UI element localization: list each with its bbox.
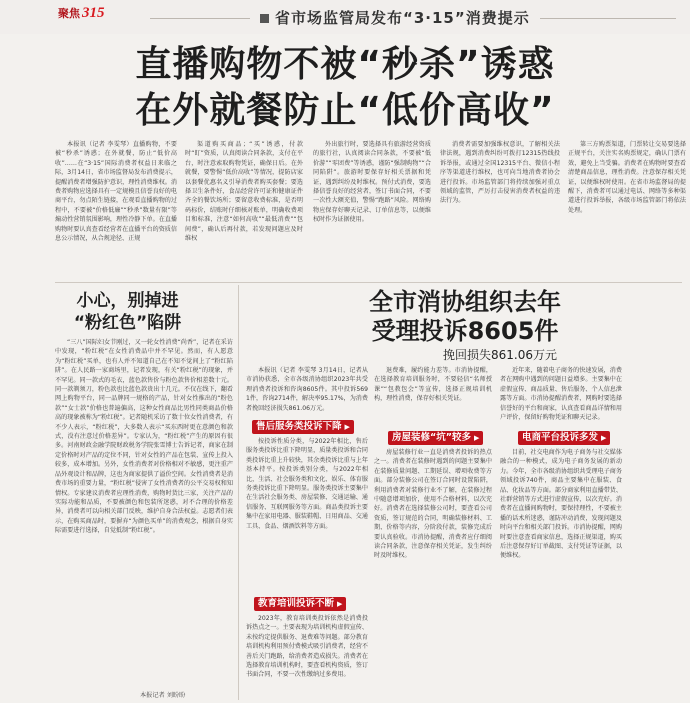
right-article-deck: 挽回损失861.06万元 (443, 348, 557, 362)
section-tag-ecommerce: 电商平台投诉多发 ▶ (518, 431, 610, 445)
column-logo: 聚焦 315 (58, 5, 105, 21)
square-bullet-icon (260, 14, 269, 23)
left-article-title: 小心，别掉进 “粉红色”陷阱 (73, 291, 182, 333)
lead-column-1: 本报讯（记者 李雯琴）直播购物，不要被“秒杀”诱惑；在外就餐，防止“低价高收”……在“3·15”国际消费者权益日来临之际，3月14日，省市场监督局发布消费提示，提醒消费者增强防护意识，理性消费维权。消费者购物应选择具有一定规模且信誉良好的电商平台，勿点陌生链接，在观看直播购物的过程中，不要被“价格低廉”“秒杀”数量有限”等煽动性营销氛围影响，理性冷静下单。在直播购物时要认真查看经营者在直播平台的资质信息公示情况，从合规途径、正规 (55, 141, 177, 243)
section-tag-renovation: 房屋装修“坑”较多 ▶ (388, 431, 483, 445)
column-divider (238, 285, 239, 700)
right-col-c-top: 近年来，随着电子商务的快速发展，消费者在网购中遇到的问题日益增多。主要集中在虚假宣传、商品质量、售后服务、个人信息泄露等方面。市消协提醒消费者，网购时要选择信誉好的平台和商家，认真查看商品详情和用户评价，保留好购物凭证和聊天记录。 (500, 367, 622, 422)
section-tag-after-sales: 售后服务类投诉下降 ▶ (252, 420, 354, 434)
right-sec3-body: 房屋装修行业一直是消费者投诉的热点之一。消费者在装修时遇到的问题主要集中在装修质量问题、工期延误、增项收费等方面。部分装修公司在签订合同时设置陷阱，利用消费者对装修行业不了解，在装修过程中随意增项加价，使用不合格材料，以次充好。消费者在选择装修公司时，要查看公司资质，签订规范的合同，明确装修材料、工期、价格等内容，分阶段付款，装修完成后要认真验收。市消协提醒，消费者应仔细阅读合同条款，注意保存相关凭证，发生纠纷时及时维权。 (374, 449, 492, 560)
lead-column-3: 外出旅行时，要选择具有旅游经营资质的旅行社，认真阅读合同条款，不要被“低价游”“零团费”等诱惑，谨防“强制购物”“合同陷阱”。旅游时要保存好相关票据和凭证，遇到纠纷及时维权。预付式消费，要选择信誉良好的经营者，签订书面合同，不要一次性大额充值，警惕“跑路”风险。网络购物应保存好聊天记录、订单信息等，以便维权时作为证据使用。 (313, 141, 431, 224)
lead-column-5: 第三方购票渠道，门票转让交易要选择正规平台，关注实名购票规定，确认门票有效，避免上当受骗。消费者在购物时要查看清楚商品信息，理性消费。注意保存相关凭证，以便维权时使用。在省市场监督局的提醒下，消费者可以通过电话、网络等多种渠道进行投诉举报，各级市场监管部门将依法处理。 (568, 141, 686, 214)
left-article-body: “三八”国际妇女节刚过，又一轮女性消费“尚香”，记者在采访中发现，“粉红税”在女性消费品中并不罕见。然而，有人愿意为“粉红税”买单，也有人并不知道自己在不知不觉间上了“粉红陷阱”。在人民路一家商场里，记者发现，有关“粉红税”的现象，并不罕见。同一款式的毛衣，蓝色款售价与粉色款售价相差数十元。同一款剃须刀，粉色款也比蓝色款贵出十几元。不仅在线下，翻看网上购物平台，同一品牌同一规格的产品，针对女性推出的“粉色款”“女士款”价格也普遍偏高，这种女性商品比男性同类商品价格高的现象被称为“粉红税”。记者随机采访了数十位女性消费者，有不少人表示，“粉红税”，大多数人表示“买东西时更在意颜色和款式，没有注意过价格差异”。专家认为，“粉红税”产生的原因有很多。河南财政金融学院财政税务学院张雪博士告诉记者，商家在制定价格时对产品的定位不同，针对女性的产品在包装、宣传上投入较多，成本增加。另外，女性消费者对价格相对不敏感，更注重产品外观设计和品牌，这也为商家提供了溢价空间。女性消费者是消费市场的重要力量，“粉红税”侵害了女性消费者的公平交易权和知情权。专家建议消费者应理性消费，购物时货比三家，关注产品的实际功能和品质，不要被颜色和包装所迷惑，对不合理的价格差异，消费者可以向相关部门反映，维护自身合法权益。志愿者们表示，在购买商品时，要摒弃“为颜色买单”的消费观念，根据自身实际需要进行选择，自觉抵制“粉红税”。 (55, 339, 233, 535)
section-divider (55, 282, 682, 283)
kicker: 省市场监管局发布“3·15”消费提示 (250, 6, 540, 29)
triangle-arrow-icon: ▶ (474, 434, 480, 442)
left-article-byline: 本报记者 刘盼盼 (140, 692, 186, 699)
triangle-arrow-icon: ▶ (344, 423, 350, 431)
lead-column-2: 渠道购买商品；“买”诱惑，付款时“盯”资质，认真阅读合同条款，支付在平台，时注意索取购物凭证，确保日后。在外就餐，要警惕“低价高收”等情况，提防店家以套餐优惠名义引导消费者购买套餐；要选择卫生条件好，食品经营许可证和健康证件齐全的餐饮场所；要留意收费标准，是否明码标价，结账时仔细核对账单，明确收费项目和标准，注意“如何高收”“最低消费”“包间费”，确认后再付款，若发现问题应及时维权 (185, 141, 303, 243)
triangle-arrow-icon: ▶ (337, 600, 343, 608)
masthead (0, 0, 690, 34)
right-sec4-body: 目前，社交电商作为电子商务与社交媒体融合的一种模式，成为电子商务发展的新动力。今年，全市各级消协组织共受理电子商务领域投诉740件，商品主要集中在服装、食品、化妆品等方面。部分商家利用直播带货、社群营销等方式进行虚假宣传，以次充好。消费者在直播间购物时，要保持理性，不要被主播的话术所迷惑，谨防冲动消费，发现问题及时向平台和相关部门投诉。市消协提醒，网购时要注意查看商家信息，选择正规渠道，购买后注意保存好订单截图、支付凭证等证据，以便维权。 (500, 449, 622, 560)
right-article-title: 全市消协组织去年 受理投诉8605件 (369, 288, 561, 345)
right-intro: 本报讯（记者 李雯琴 3月14日，记者从市消协获悉，全市各级消协组织2023年共受理消费者投诉和咨询8605件。其中投诉5691件，咨询2714件，解决率95.17%，为消费者挽回经济损失861.06万元。 (246, 367, 368, 412)
triangle-arrow-icon: ▶ (601, 434, 607, 442)
headline-line-1: 直播购物不被“秒杀”诱惑 (135, 44, 555, 85)
headline-line-2: 在外就餐防止“低价高收” (135, 90, 555, 131)
right-sec1-body: 按投诉性质分类，与2022年相比，售后服务类投诉比重下降明显，质量类投诉和合同类投诉比重上升较快，其余类投诉比重与上年基本持平。按投诉类别分类，与2022年相比，生活、社会服务类和文化、娱乐、体育服务类投诉比重下降明显。服务类投诉主要集中在生活社会服务类、房屋装修、交通运输、通信服务、互联网服务等方面。商品类投诉主要集中在家用电器、服装鞋帽、日用商品、交通工具、食品、烟酒饮料等方面。 (246, 438, 368, 530)
right-col-b-top: 退费难，履约能力差等。市消协提醒，在选择教育培训服务时，不要轻信“名师授课”“包教包会”等宣传，选择正规培训机构，理性消费，保存好相关凭证。 (374, 367, 492, 403)
section-tag-education: 教育培训投诉不断 ▶ (254, 597, 346, 611)
lead-column-4: 消费者需要加强维权意识，了解相关法律法规，遇到消费纠纷可拨打12315热线投诉举报，或通过全国12315平台、微信小程序等渠道进行维权，也可向当地消费者协会进行投诉。市场监管部门将持续加强对重点领域的监管，严厉打击侵害消费者权益的违法行为。 (440, 141, 560, 205)
right-sec2-body: 2023年，教育培训类投诉依然是消费投诉热点之一。主要表现为培训机构虚假宣传、未按约定提供服务、退费难等问题。部分教育培训机构利用预付费模式吸引消费者，经营不善后关门跑路，给消费者造成损失。消费者在选择教育培训机构时，要查看机构资质，签订书面合同，不要一次性缴纳过多费用。 (246, 615, 368, 679)
